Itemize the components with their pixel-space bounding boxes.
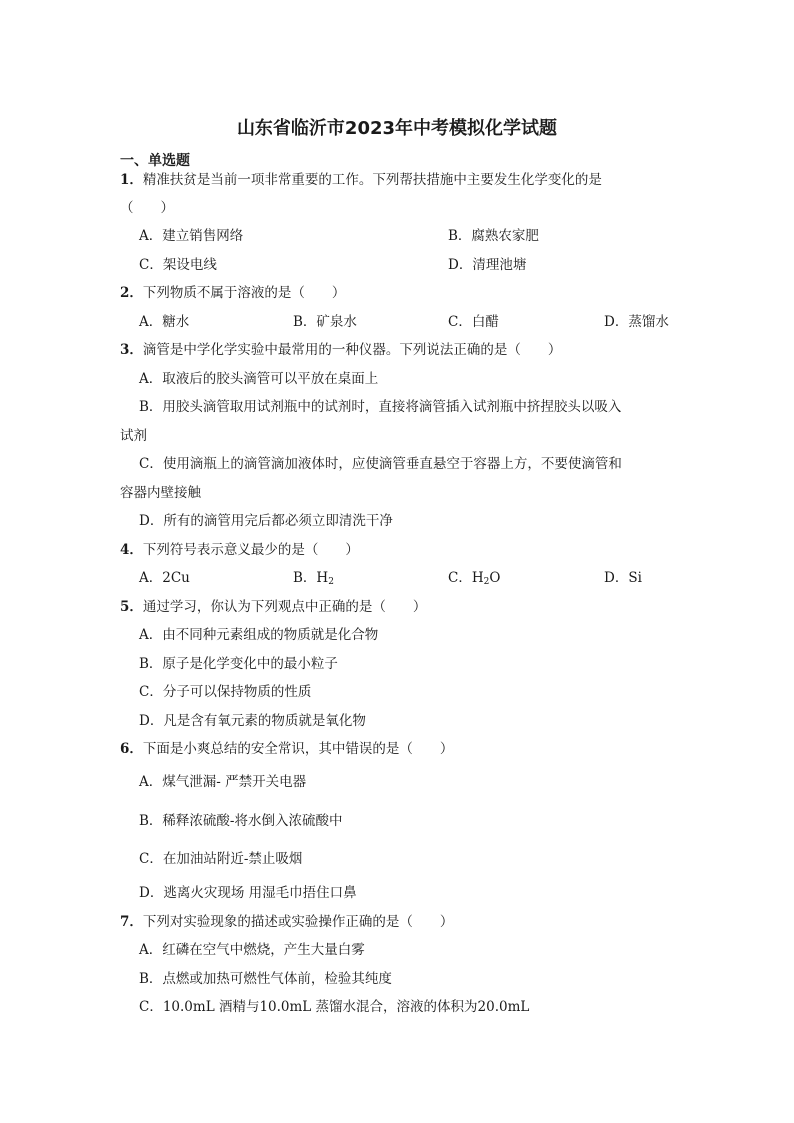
question-1-text: 精准扶贫是当前一项非常重要的工作。下列帮扶措施中主要发生化学变化的是 bbox=[142, 172, 602, 188]
question-4-option-c-subscript: 2 bbox=[483, 577, 490, 587]
question-2-option-a[interactable]: A．糖水 bbox=[139, 314, 190, 330]
question-7-option-c[interactable]: C．10.0mL 酒精与10.0mL 蒸馏水混合，溶液的体积为20.0mL bbox=[139, 999, 530, 1015]
question-7-text: 下列对实验现象的描述或实验操作正确的是（ ） bbox=[142, 914, 454, 930]
question-4-number: 4． bbox=[120, 542, 143, 558]
question-2-stem bbox=[120, 283, 345, 303]
question-7-option-a[interactable]: A．红磷在空气中燃烧，产生大量白雾 bbox=[139, 942, 365, 958]
question-1-number: 1． bbox=[120, 172, 143, 188]
question-4-option-b-subscript: 2 bbox=[328, 577, 334, 587]
question-1-option-c[interactable]: C．架设电线 bbox=[139, 257, 217, 273]
question-6-text: 下面是小爽总结的安全常识，其中错误的是（ ） bbox=[142, 741, 454, 757]
question-3-option-d[interactable]: D．所有的滴管用完后都必须立即清洗干净 bbox=[139, 513, 393, 529]
question-4-option-a[interactable]: A．2Cu bbox=[139, 570, 190, 586]
question-3-option-b-line1[interactable]: B．用胶头滴管取用试剂瓶中的试剂时，直接将滴管插入试剂瓶中挤捏胶头以吸入 bbox=[139, 399, 622, 415]
question-1-option-d[interactable]: D．清理池塘 bbox=[448, 257, 527, 273]
question-6-option-d[interactable]: D．逃离火灾现场 用湿毛巾捂住口鼻 bbox=[139, 885, 357, 901]
question-1-stem bbox=[120, 170, 602, 190]
question-6-number: 6． bbox=[120, 741, 143, 757]
question-4-stem bbox=[120, 540, 359, 560]
question-4-option-c-text: C．H bbox=[448, 570, 484, 586]
question-5-stem bbox=[120, 597, 426, 617]
question-6-option-b[interactable]: B．稀释浓硫酸-将水倒入浓硫酸中 bbox=[139, 813, 343, 829]
question-4-text: 下列符号表示意义最少的是（ ） bbox=[142, 542, 359, 558]
question-5-option-d[interactable]: D．凡是含有氧元素的物质就是氧化物 bbox=[139, 713, 366, 729]
question-2-option-d[interactable]: D．蒸馏水 bbox=[604, 314, 669, 330]
question-4-option-d[interactable]: D．Si bbox=[604, 570, 642, 586]
question-1-option-b[interactable]: B．腐熟农家肥 bbox=[448, 228, 539, 244]
section-heading: 一、单选题 bbox=[120, 153, 190, 169]
question-5-option-c[interactable]: C．分子可以保持物质的性质 bbox=[139, 684, 312, 700]
question-7-stem bbox=[120, 912, 453, 932]
question-3-number: 3． bbox=[120, 342, 143, 358]
question-6-stem bbox=[120, 739, 453, 759]
question-2-number: 2． bbox=[120, 285, 143, 301]
question-4-option-c[interactable] bbox=[448, 568, 500, 588]
question-3-option-c-line1[interactable]: C．使用滴瓶上的滴管滴加液体时，应使滴管垂直悬空于容器上方，不要使滴管和 bbox=[139, 456, 622, 472]
question-2-option-c[interactable]: C．白醋 bbox=[448, 314, 499, 330]
question-7-number: 7． bbox=[120, 914, 143, 930]
question-2-text: 下列物质不属于溶液的是（ ） bbox=[142, 285, 346, 301]
question-5-number: 5． bbox=[120, 599, 143, 615]
question-1-option-a[interactable]: A．建立销售网络 bbox=[139, 228, 244, 244]
question-3-option-c-line2[interactable]: 容器内壁接触 bbox=[120, 485, 201, 501]
question-7-option-b[interactable]: B．点燃或加热可燃性气体前，检验其纯度 bbox=[139, 971, 392, 987]
question-3-option-b-line2[interactable]: 试剂 bbox=[120, 428, 147, 444]
question-4-option-b[interactable] bbox=[293, 568, 334, 588]
question-4-option-c-suffix: O bbox=[489, 570, 501, 586]
question-4-option-b-text: B．H bbox=[293, 570, 329, 586]
question-6-option-c[interactable]: C．在加油站附近-禁止吸烟 bbox=[139, 851, 303, 867]
question-3-text: 滴管是中学化学实验中最常用的一种仪器。下列说法正确的是（ ） bbox=[142, 342, 562, 358]
question-6-option-a[interactable]: A．煤气泄漏- 严禁开关电器 bbox=[139, 774, 307, 790]
question-2-option-b[interactable]: B．矿泉水 bbox=[293, 314, 357, 330]
question-3-stem bbox=[120, 340, 561, 360]
question-1-paren: （ ） bbox=[120, 200, 174, 216]
question-3-option-a[interactable]: A．取液后的胶头滴管可以平放在桌面上 bbox=[139, 371, 379, 387]
question-5-text: 通过学习，你认为下列观点中正确的是（ ） bbox=[142, 599, 427, 615]
question-5-option-a[interactable]: A．由不同种元素组成的物质就是化合物 bbox=[139, 627, 379, 643]
question-5-option-b[interactable]: B．原子是化学变化中的最小粒子 bbox=[139, 656, 338, 672]
page-title: 山东省临沂市2023年中考模拟化学试题 bbox=[236, 118, 558, 139]
